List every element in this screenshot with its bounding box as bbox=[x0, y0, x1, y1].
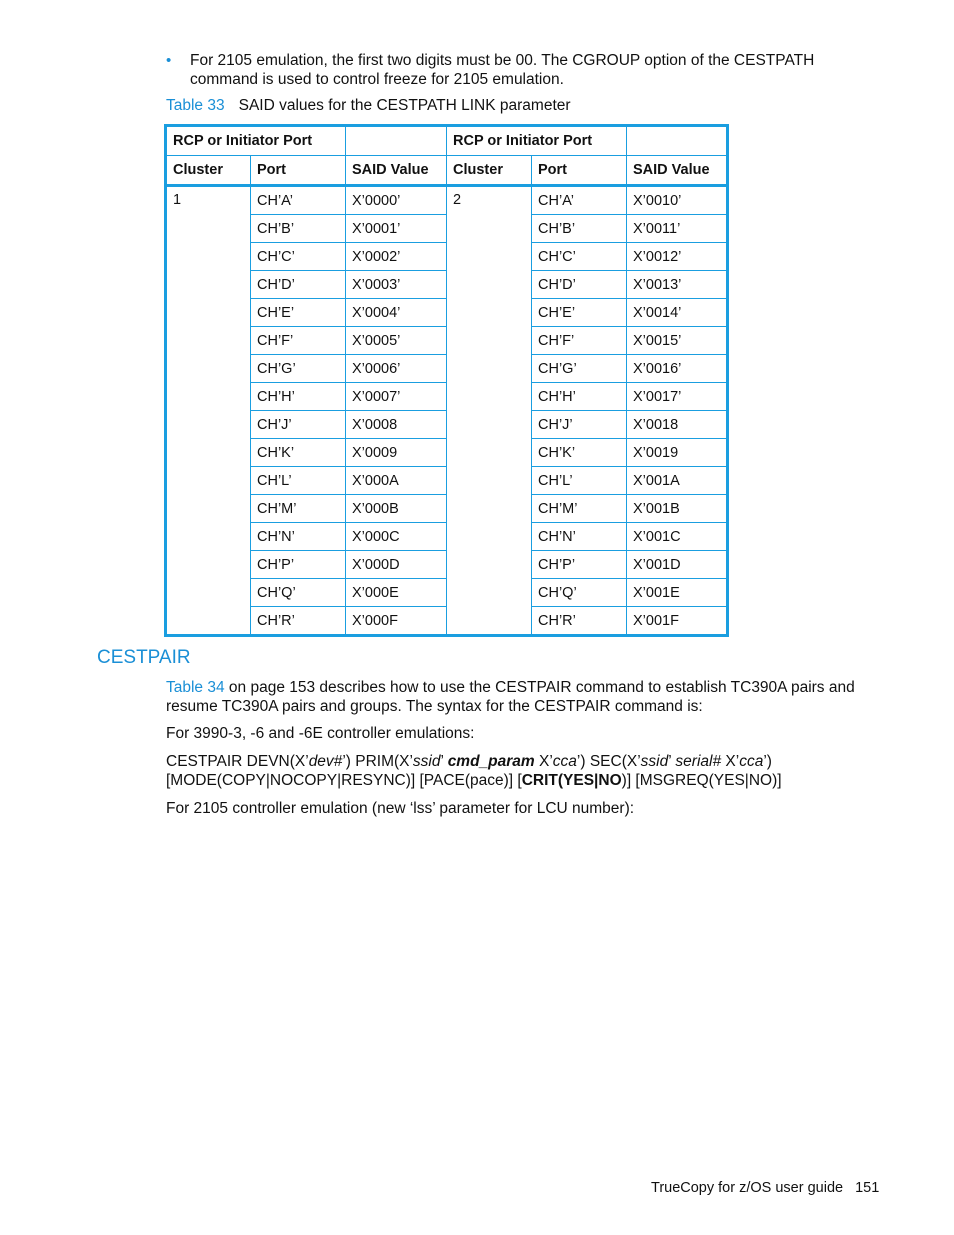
port-cell: CH’C’ bbox=[251, 243, 346, 271]
port-cell: CH’B’ bbox=[532, 215, 627, 243]
said-value-cell: X’0016’ bbox=[627, 355, 728, 383]
said-value-cell: X’0006’ bbox=[346, 355, 447, 383]
said-value-cell: X’001D bbox=[627, 551, 728, 579]
port-cell: CH’K’ bbox=[532, 439, 627, 467]
port-cell: CH’R’ bbox=[251, 607, 346, 636]
said-value-cell: X’0019 bbox=[627, 439, 728, 467]
col-header-port: Port bbox=[532, 156, 627, 186]
port-cell: CH’G’ bbox=[251, 355, 346, 383]
port-cell: CH’Q’ bbox=[251, 579, 346, 607]
port-cell: CH’G’ bbox=[532, 355, 627, 383]
syntax-param: ssid bbox=[412, 753, 441, 770]
col-header-said-value: SAID Value bbox=[346, 156, 447, 186]
port-cell: CH’F’ bbox=[251, 327, 346, 355]
said-value-cell: X’0013’ bbox=[627, 271, 728, 299]
syntax-text: ’ bbox=[440, 753, 448, 770]
paragraph-3990: For 3990-3, -6 and -6E controller emulations: bbox=[166, 725, 475, 742]
table-34-link[interactable]: Table 34 bbox=[166, 679, 225, 696]
said-value-cell: X’0010’ bbox=[627, 186, 728, 215]
port-cell: CH’J’ bbox=[251, 411, 346, 439]
table-body bbox=[166, 186, 728, 636]
cluster-cell: 1 bbox=[166, 186, 251, 636]
said-value-cell: X’000C bbox=[346, 523, 447, 551]
said-value-cell: X’000E bbox=[346, 579, 447, 607]
port-cell: CH’L’ bbox=[532, 467, 627, 495]
port-cell: CH’F’ bbox=[532, 327, 627, 355]
syntax-text: ’ bbox=[668, 753, 676, 770]
group-header-left: RCP or Initiator Port bbox=[166, 126, 346, 156]
port-cell: CH’K’ bbox=[251, 439, 346, 467]
said-value-cell: X’0018 bbox=[627, 411, 728, 439]
port-cell: CH’E’ bbox=[251, 299, 346, 327]
port-cell: CH’P’ bbox=[532, 551, 627, 579]
syntax-text: X’ bbox=[534, 753, 553, 770]
port-cell: CH’R’ bbox=[532, 607, 627, 636]
said-value-cell: X’0000’ bbox=[346, 186, 447, 215]
port-cell: CH’Q’ bbox=[532, 579, 627, 607]
port-cell: CH’M’ bbox=[251, 495, 346, 523]
port-cell: CH’A’ bbox=[532, 186, 627, 215]
group-header-right-blank bbox=[627, 126, 728, 156]
said-value-cell: X’001C bbox=[627, 523, 728, 551]
said-value-cell: X’000A bbox=[346, 467, 447, 495]
syntax-param: serial# bbox=[675, 753, 722, 770]
paragraph-2105: For 2105 controller emulation (new ‘lss’ parameter for LCU number): bbox=[166, 800, 635, 817]
said-value-cell: X’0012’ bbox=[627, 243, 728, 271]
said-value-cell: X’0007’ bbox=[346, 383, 447, 411]
port-cell: CH’L’ bbox=[251, 467, 346, 495]
syntax-block bbox=[166, 752, 866, 790]
footer-title: TrueCopy for z/OS user guide bbox=[651, 1180, 844, 1196]
paragraph-intro bbox=[166, 678, 866, 716]
section-heading: CESTPAIR bbox=[97, 647, 191, 668]
said-value-cell: X’000B bbox=[346, 495, 447, 523]
col-header-cluster: Cluster bbox=[447, 156, 532, 186]
col-header-cluster: Cluster bbox=[166, 156, 251, 186]
syntax-param-bold: cmd_param bbox=[447, 753, 535, 770]
said-value-cell: X’001B bbox=[627, 495, 728, 523]
bullet-text: For 2105 emulation, the first two digits must be 00. The CGROUP option of the CESTPATH command is used to control freeze for 2105 emulation. bbox=[190, 52, 815, 88]
syntax-text: X’ bbox=[721, 753, 740, 770]
syntax-text: ’) SEC(X’ bbox=[576, 753, 641, 770]
said-value-cell: X’0009 bbox=[346, 439, 447, 467]
said-value-cell: X’000F bbox=[346, 607, 447, 636]
page-footer bbox=[651, 1180, 879, 1196]
said-value-cell: X’000D bbox=[346, 551, 447, 579]
paragraph-intro-text: on page 153 describes how to use the CESTPAIR command to establish TC390A pairs and resume TC390A pairs and groups. The syntax for the CESTPAIR command is: bbox=[166, 679, 855, 715]
said-value-cell: X’0001’ bbox=[346, 215, 447, 243]
port-cell: CH’H’ bbox=[532, 383, 627, 411]
said-value-cell: X’0011’ bbox=[627, 215, 728, 243]
port-cell: CH’N’ bbox=[532, 523, 627, 551]
syntax-param: cca bbox=[552, 753, 577, 770]
port-cell: CH’B’ bbox=[251, 215, 346, 243]
syntax-param: ssid bbox=[640, 753, 669, 770]
table-column-header-row bbox=[166, 156, 728, 186]
said-value-cell: X’0002’ bbox=[346, 243, 447, 271]
said-value-cell: X’0005’ bbox=[346, 327, 447, 355]
syntax-text: ’) PRIM(X’ bbox=[342, 753, 413, 770]
syntax-param: dev# bbox=[308, 753, 343, 770]
port-cell: CH’N’ bbox=[251, 523, 346, 551]
syntax-text: ’) [MODE(COPY|NOCOPY|RESYNC)] [PACE(pace)] [ bbox=[166, 753, 772, 789]
said-value-cell: X’0015’ bbox=[627, 327, 728, 355]
port-cell: CH’D’ bbox=[251, 271, 346, 299]
syntax-text: )] [MSGREQ(YES|NO)] bbox=[621, 772, 782, 789]
cluster-cell: 2 bbox=[447, 186, 532, 636]
table-group-header-row bbox=[166, 126, 728, 156]
port-cell: CH’D’ bbox=[532, 271, 627, 299]
said-value-cell: X’001F bbox=[627, 607, 728, 636]
page-number: 151 bbox=[855, 1180, 880, 1196]
bullet-dot-icon: • bbox=[166, 52, 172, 69]
group-header-right: RCP or Initiator Port bbox=[447, 126, 627, 156]
col-header-port: Port bbox=[251, 156, 346, 186]
said-value-cell: X’0017’ bbox=[627, 383, 728, 411]
port-cell: CH’P’ bbox=[251, 551, 346, 579]
said-value-cell: X’0014’ bbox=[627, 299, 728, 327]
table-caption-label[interactable]: Table 33 bbox=[166, 97, 225, 114]
bullet-item bbox=[166, 51, 886, 89]
port-cell: CH’A’ bbox=[251, 186, 346, 215]
col-header-said-value: SAID Value bbox=[627, 156, 728, 186]
table-caption-title: SAID values for the CESTPATH LINK parameter bbox=[238, 97, 571, 114]
said-value-cell: X’001A bbox=[627, 467, 728, 495]
port-cell: CH’M’ bbox=[532, 495, 627, 523]
said-values-table bbox=[164, 124, 729, 637]
syntax-param: cca bbox=[739, 753, 764, 770]
port-cell: CH’H’ bbox=[251, 383, 346, 411]
port-cell: CH’C’ bbox=[532, 243, 627, 271]
syntax-text: CESTPAIR DEVN(X’ bbox=[166, 753, 309, 770]
group-header-left-blank bbox=[346, 126, 447, 156]
said-value-cell: X’001E bbox=[627, 579, 728, 607]
port-cell: CH’J’ bbox=[532, 411, 627, 439]
said-value-cell: X’0004’ bbox=[346, 299, 447, 327]
table-row bbox=[166, 186, 728, 215]
table-caption bbox=[166, 96, 571, 115]
said-value-cell: X’0003’ bbox=[346, 271, 447, 299]
syntax-default-bold: CRIT(YES|NO bbox=[521, 772, 622, 789]
port-cell: CH’E’ bbox=[532, 299, 627, 327]
said-value-cell: X’0008 bbox=[346, 411, 447, 439]
